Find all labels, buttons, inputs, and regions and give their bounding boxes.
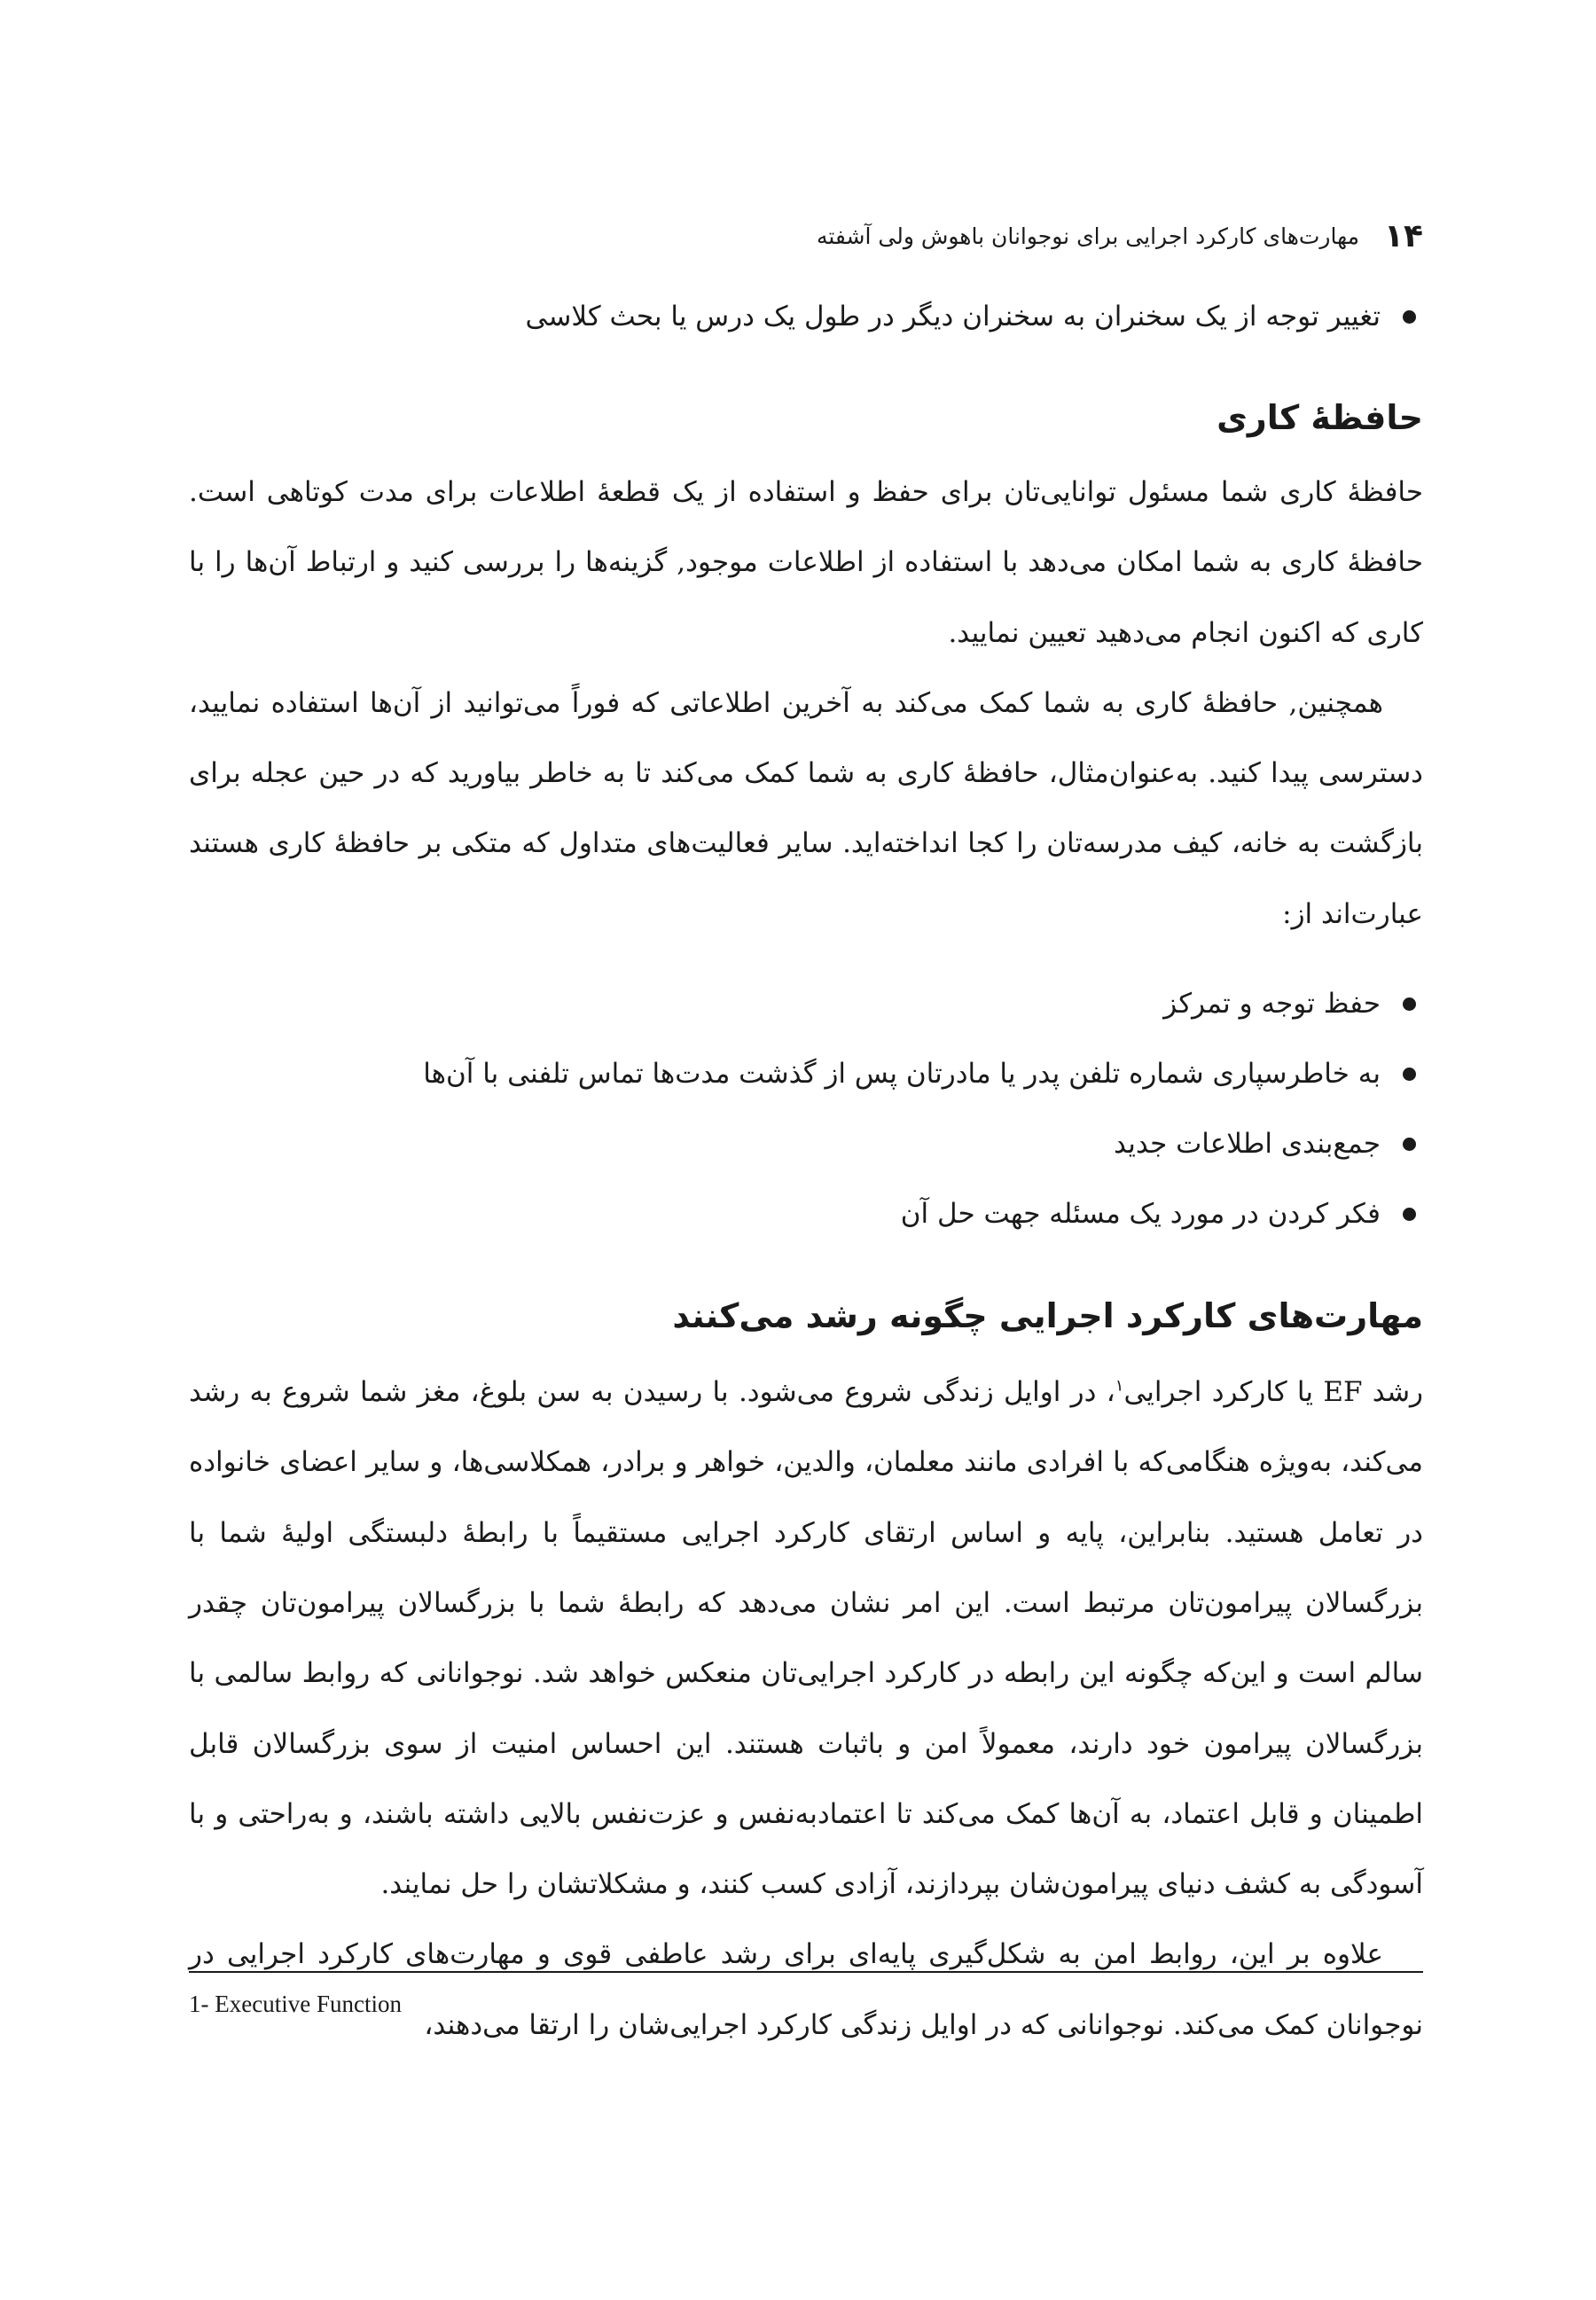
list-item — [189, 282, 1381, 352]
book-page — [189, 0, 1423, 2300]
list-item-text: حفظ توجه و تمرکز — [1163, 988, 1381, 1021]
bullet-icon — [1403, 997, 1416, 1011]
footnote: 1- Executive Function — [189, 1991, 402, 2017]
paragraph-text: رشد EF یا کارکرد اجرایی — [1123, 1376, 1424, 1409]
footnote-marker: ۱ — [1115, 1376, 1124, 1396]
paragraph: علاوه بر این، روابط امن به شکل‌گیری پایه‌ای برای رشد عاطفی قوی و مهارت‌های کارکرد اجرایی در نوجوانان کمک می‌کند. نوجوانانی که در اوایل زندگی کارکرد اجرایی‌شان را ارتقا می‌دهند، — [189, 1938, 1423, 2041]
book-title: مهارت‌های کارکرد اجرایی برای نوجوانان باهوش ولی آشفته — [816, 223, 1360, 249]
paragraph: حافظهٔ کاری شما مسئول توانایی‌تان برای حفظ و استفاده از یک قطعهٔ اطلاعات برای مدت کوتاهی است. حافظهٔ کاری به شما امکان می‌دهد با استفاده از اطلاعات موجود, گزینه‌ها را بررسی کنید و ارتباط آن‌ها را با کاری که اکنون انجام می‌دهید تعیین نمایید. — [189, 476, 1423, 649]
intro-bullet-list — [189, 282, 1423, 352]
footnote-divider — [189, 1971, 1423, 1973]
paragraph — [189, 1357, 1423, 1920]
list-item-text: تغییر توجه از یک سخنران به سخنران دیگر در طول یک درس یا بحث کلاسی — [525, 301, 1381, 332]
list-item-text: به خاطرسپاری شماره تلفن پدر یا مادرتان پس از گذشت مدت‌ها تماس تلفنی با آن‌ها — [423, 1058, 1381, 1091]
list-item — [189, 1039, 1381, 1109]
bullet-icon — [1403, 310, 1416, 324]
bullet-icon — [1403, 1068, 1416, 1081]
list-item-text: فکر کردن در مورد یک مسئله جهت حل آن — [900, 1198, 1381, 1231]
paragraph: همچنین, حافظهٔ کاری به شما کمک می‌کند به آخرین اطلاعاتی که فوراً می‌توانید از آن‌ها استفاده نمایید، دسترسی پیدا کنید. به‌عنوان‌مثال، حافظهٔ کاری به شما کمک می‌کند تا به خاطر بیاورید که در حین عجله برای بازگشت به خانه، کیف مدرسه‌تان را کجا انداخته‌اید. سایر فعالیت‌های متداول که متکی بر حافظهٔ کاری هستند عبارت‌اند از: — [189, 686, 1423, 930]
list-item — [189, 1179, 1381, 1249]
page-number: ۱۴ — [1384, 217, 1423, 254]
paragraph-text: ، در اوایل زندگی شروع می‌شود. با رسیدن به سن بلوغ، مغز شما شروع به رشد می‌کند، به‌ویژه هنگامی‌که با افرادی مانند معلمان، والدین، خواهر و برادر، همکلاسی‌ها، و سایر اعضای خانواده در تعامل هستید. بنابراین، پایه و اساس ارتقای کارکرد اجرایی مستقیماً با رابطهٔ دلبستگی اولیهٔ شما با بزرگسالان پیرامون‌تان مرتبط است. این امر نشان می‌دهد که رابطهٔ شما با بزرگسالان پیرامون‌تان چقدر سالم است و این‌که چگونه این رابطه در کارکرد اجرایی‌تان منعکس خواهد شد. نوجوانانی که روابط سالمی با بزرگسالان پیرامون خود دارند، معمولاً امن و باثبات هستند. این احساس امنیت از سوی بزرگسالان قابل اطمینان و قابل اعتماد، به آن‌ها کمک می‌کند تا اعتمادبه‌نفس و عزت‌نفس بالایی داشته باشند، و به‌راحتی و با آسودگی به کشف دنیای پیرامون‌شان بپردازند، آزادی کسب کنند، و مشکلاتشان را حل نمایند. — [189, 1376, 1423, 1901]
list-item — [189, 969, 1381, 1039]
list-item — [189, 1109, 1381, 1179]
running-head — [189, 209, 1423, 262]
section-heading-working-memory: حافظهٔ کاری — [1217, 398, 1423, 437]
section-heading-ef-development: مهارت‌های کارکرد اجرایی چگونه رشد می‌کنند — [672, 1296, 1423, 1336]
page-content — [189, 282, 1423, 2061]
bullet-icon — [1403, 1208, 1416, 1221]
working-memory-bullet-list — [189, 969, 1423, 1249]
bullet-icon — [1403, 1138, 1416, 1151]
list-item-text: جمع‌بندی اطلاعات جدید — [1113, 1128, 1381, 1161]
